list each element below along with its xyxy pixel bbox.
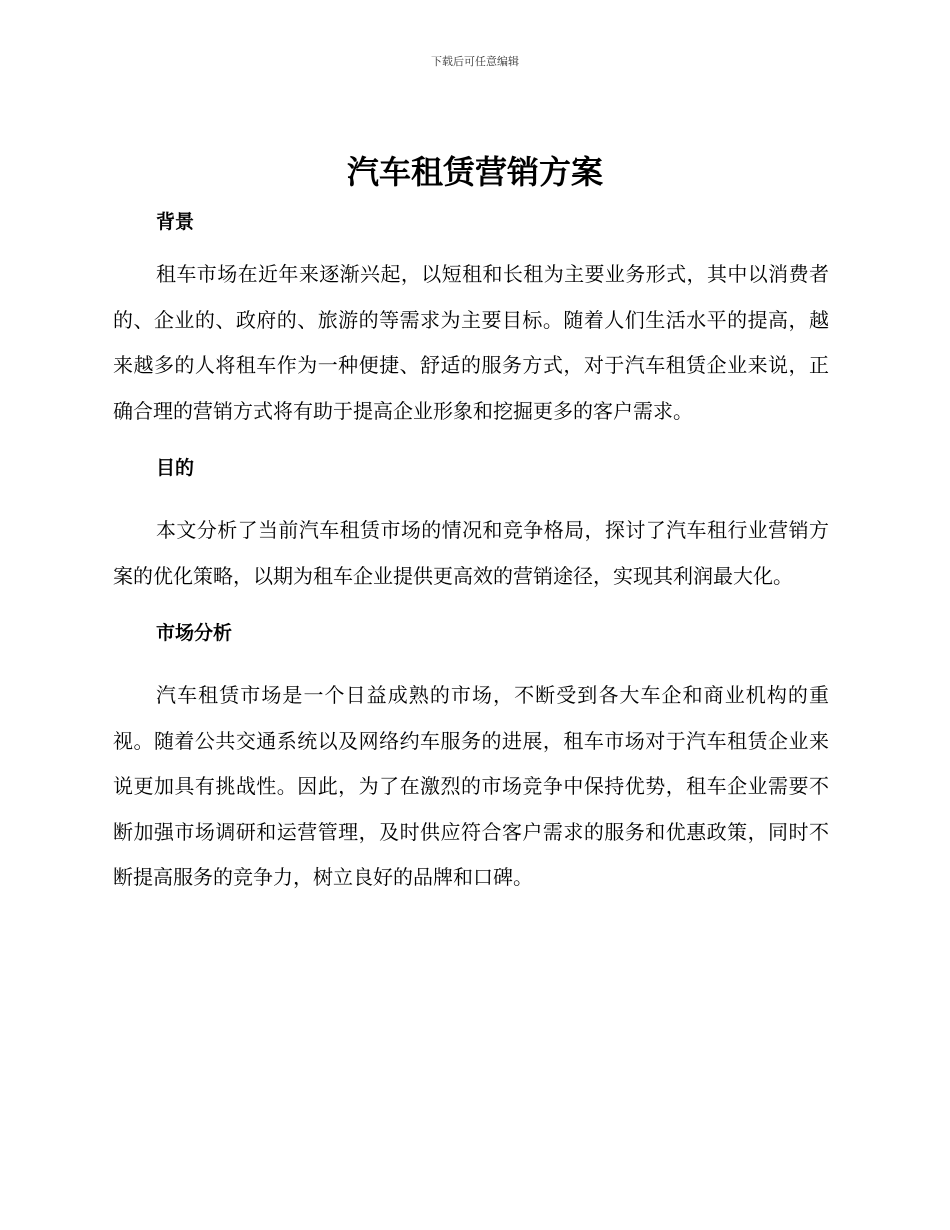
paragraph-purpose: 本文分析了当前汽车租赁市场的情况和竞争格局，探讨了汽车租行业营销方案的优化策略，以期为租车企业提供更高效的营销途径，实现其利润最大化。 [113,518,829,588]
section-heading-market-analysis: 市场分析 [156,622,233,644]
header-note: 下载后可任意编辑 [431,55,519,68]
document-body [113,206,829,901]
section-heading-purpose: 目的 [156,457,195,479]
section-heading-background: 背景 [156,211,195,233]
paragraph-background: 租车市场在近年来逐渐兴起，以短租和长租为主要业务形式，其中以消费者的、企业的、政府的、旅游的等需求为主要目标。随着人们生活水平的提高，越来越多的人将租车作为一种便捷、舒适的服务方式，对于汽车租赁企业来说，正确合理的营销方式将有助于提高企业形象和挖掘更多的客户需求。 [113,262,829,423]
paragraph-market-analysis: 汽车租赁市场是一个日益成熟的市场，不断受到各大车企和商业机构的重视。随着公共交通系统以及网络约车服务的进展，租车市场对于汽车租赁企业来说更加具有挑战性。因此，为了在激烈的市场竞争中保持优势，租车企业需要不断加强市场调研和运营管理，及时供应符合客户需求的服务和优惠政策，同时不断提高服务的竞争力，树立良好的品牌和口碑。 [113,683,829,889]
document-title: 汽车租赁营销方案 [346,153,603,191]
